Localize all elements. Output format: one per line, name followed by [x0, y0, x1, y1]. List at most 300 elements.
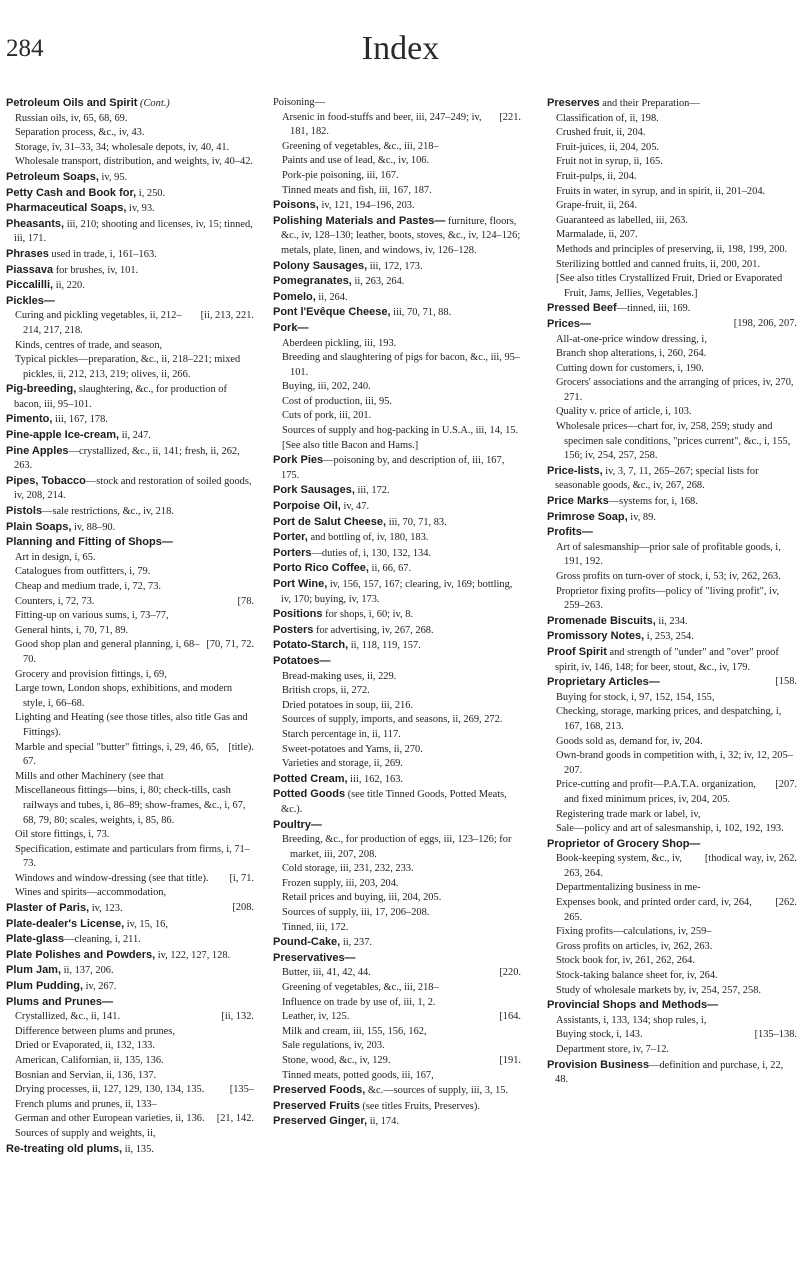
index-subentry: [547, 1028, 797, 1043]
entry-text: Poisoning—: [273, 97, 325, 108]
entry-text: British crops, ii, 272.: [282, 685, 370, 697]
index-subentry: [273, 351, 521, 380]
index-subentry: [547, 126, 797, 141]
index-entry: [273, 290, 521, 306]
entry-headword: Piassava: [6, 263, 54, 276]
index-entry: [273, 96, 521, 111]
entry-text: i, 253, 254.: [644, 631, 694, 643]
index-subentry: [273, 757, 521, 772]
entry-text: iii, 172.: [354, 485, 390, 497]
index-subentry: [547, 808, 797, 823]
entry-headword: Price-lists,: [547, 464, 603, 477]
index-subentry: [273, 424, 521, 439]
index-subentry: [6, 624, 254, 639]
index-entry: [6, 382, 254, 412]
index-subentry: [6, 1054, 254, 1069]
entry-continued-note: (Cont.): [140, 98, 170, 109]
index-subentry: [6, 551, 254, 566]
entry-text: —tinned, iii, 169.: [616, 303, 691, 315]
index-subentry: [547, 420, 797, 464]
entry-text: Miscellaneous fittings—bins, i, 80; check-tills, cash railways and tubes, i, 86–89; show-frames, &c., i, 67, 68, 79, 80; scales, weights, i, 85, 86.: [15, 785, 246, 826]
entry-text: Quality v. price of article, i, 103.: [556, 406, 692, 418]
entry-text: Methods and principles of preserving, ii, 198, 199, 200.: [556, 243, 788, 255]
entry-headword: Profits—: [547, 526, 593, 539]
entry-continuation: [ii, 132.: [221, 1011, 254, 1023]
index-subentry: [273, 1025, 521, 1040]
entry-text: Department store, iv, 7–12.: [556, 1044, 670, 1055]
index-subentry: [273, 169, 521, 184]
entry-text: Sterilizing bottled and canned fruits, ii, 200, 201.: [556, 258, 761, 270]
entry-headword: Polishing Materials and Pastes—: [273, 214, 446, 227]
index-entry: [547, 837, 797, 853]
entry-text: Gross profits on articles, iv, 262, 263.: [556, 940, 713, 952]
index-subentry: [6, 1112, 254, 1127]
entry-headword: Proprietary Articles—: [547, 676, 660, 689]
index-subentry: [273, 154, 521, 169]
index-subentry: [273, 743, 521, 758]
index-subentry: [273, 891, 521, 906]
index-subentry: [547, 362, 797, 377]
entry-text: slaughtering, &c., for production of bacon, iii, 95–101.: [14, 384, 227, 410]
entry-text: Branch shop alterations, i, 260, 264.: [556, 348, 707, 360]
index-subentry: [6, 595, 254, 610]
index-entry: [547, 1058, 797, 1088]
entry-text: Price-cutting and profit—P.A.T.A. organization, and fixed minimum prices, iv, 204, 205.: [556, 779, 756, 805]
index-subentry: [547, 852, 797, 881]
entry-text: &c.—sources of supply, iii, 3, 15.: [365, 1085, 509, 1097]
index-entry: [273, 577, 521, 607]
index-subentry: [6, 886, 254, 901]
index-subentry: [547, 925, 797, 940]
index-subentry: [547, 969, 797, 984]
index-subentry: [547, 954, 797, 969]
entry-text: Bosnian and Servian, ii, 136, 137.: [15, 1069, 157, 1081]
index-subentry: [6, 682, 254, 711]
index-subentry: [273, 670, 521, 685]
index-entry: [6, 535, 254, 551]
entry-headword: Proof Spirit: [547, 645, 607, 658]
index-subentry: [273, 1039, 521, 1054]
index-subentry: [547, 185, 797, 200]
page-number: 284: [6, 35, 44, 62]
entry-text: Art of salesmanship—prior sale of profitable goods, i, 191, 192.: [556, 541, 781, 568]
entry-text: Cutting down for customers, i, 190.: [556, 362, 704, 374]
entry-text: ii, 263, 264.: [351, 276, 405, 288]
entry-continuation: [262.: [775, 897, 797, 909]
entry-headword: Polony Sausages,: [273, 259, 368, 272]
entry-text: Starch percentage in, ii, 117.: [282, 728, 401, 740]
entry-text: Goods sold as, demand for, iv, 204.: [556, 735, 703, 747]
index-subentry: [273, 1069, 521, 1084]
entry-headword: Plaster of Paris,: [6, 902, 90, 915]
index-subentry: [273, 684, 521, 699]
entry-headword: Pig-breeding,: [6, 383, 77, 396]
index-entry: [6, 474, 254, 504]
entry-continuation: [164.: [499, 1011, 521, 1023]
entry-text: Counters, i, 72, 73.: [15, 595, 95, 607]
entry-text: iv, 47.: [340, 501, 370, 513]
index-subentry: [547, 347, 797, 362]
entry-headword: Porters: [273, 546, 312, 559]
index-entry: [6, 520, 254, 536]
index-entry: [273, 214, 521, 259]
index-subentry: [273, 1054, 521, 1069]
entry-continuation: [21, 142.: [216, 1113, 254, 1125]
index-subentry: [6, 1010, 254, 1025]
entry-text: —duties of, i, 130, 132, 134.: [311, 547, 432, 559]
index-subentry: [6, 565, 254, 580]
index-entry: [273, 638, 521, 654]
index-subentry: [273, 877, 521, 892]
index-subentry: [547, 214, 797, 229]
entry-headword: Preserved Foods,: [273, 1084, 366, 1097]
entry-text: iv, 88–90.: [71, 521, 116, 533]
entry-text: Drying processes, ii, 127, 129, 130, 134, 135.: [15, 1084, 205, 1096]
entry-headword: Preserves: [547, 97, 600, 109]
index-subentry: [547, 896, 797, 925]
entry-text: —systems for, i, 168.: [608, 496, 698, 508]
index-column-right: [547, 96, 797, 1088]
entry-text: —definition and purchase, i, 22, 48.: [555, 1059, 784, 1086]
index-subentry: [547, 333, 797, 348]
index-entry: [547, 96, 797, 112]
entry-text: Fruits in water, in syrup, and in spirit, ii, 201–204.: [556, 185, 766, 197]
index-entry: [6, 1142, 254, 1158]
entry-headword: Posters: [273, 623, 314, 636]
index-subentry: [547, 112, 797, 127]
index-subentry: [547, 735, 797, 750]
entry-text: ii, 137, 206.: [61, 965, 114, 977]
entry-headword: Potted Goods: [273, 788, 346, 801]
index-entry: [273, 305, 521, 321]
index-subentry: [547, 585, 797, 614]
index-entry: [6, 201, 254, 217]
entry-text: Kinds, centres of trade, and season,: [15, 339, 163, 351]
index-subentry: [273, 981, 521, 996]
index-subentry: [6, 609, 254, 624]
entry-text: Departmentalizing business in me-: [556, 882, 701, 894]
entry-headword: Pork—: [273, 321, 309, 334]
entry-headword: Potatoes—: [273, 654, 331, 667]
entry-headword: Re-treating old plums,: [6, 1142, 123, 1155]
entry-text: Wholesale prices—chart for, iv, 258, 259; study and specimen sale conditions, "prices current", &c., i, 155, 156; iv, 254, 257, 258.: [556, 421, 791, 462]
entry-text: Cold storage, iii, 231, 232, 233.: [282, 863, 414, 875]
entry-headword: Primrose Soap,: [547, 510, 628, 523]
index-entry: [6, 96, 254, 112]
index-entry: [273, 1099, 521, 1115]
index-subentry: [6, 1127, 254, 1142]
entry-continuation: [i, 71.: [229, 872, 254, 884]
index-subentry: [547, 141, 797, 156]
entry-text: Difference between plums and prunes,: [15, 1025, 175, 1037]
entry-text: Cuts of pork, iii, 201.: [282, 410, 372, 422]
index-subentry: [273, 111, 521, 140]
entry-headword: Plate-glass: [6, 933, 65, 946]
entry-text: for advertising, iv, 267, 268.: [313, 624, 434, 636]
entry-text: Greening of vegetables, &c., iii, 218–: [282, 982, 439, 994]
entry-text: iv, 15, 16,: [124, 918, 168, 930]
index-entry: [6, 428, 254, 444]
index-subentry: [273, 337, 521, 352]
index-subentry: [6, 843, 254, 872]
index-subentry: [547, 228, 797, 243]
entry-text: Stock book for, iv, 261, 262, 264.: [556, 955, 695, 967]
entry-text: Storage, iv, 31–33, 34; wholesale depots, iv, 40, 41.: [15, 141, 230, 153]
entry-headword: Preserved Fruits: [273, 1099, 360, 1112]
index-subentry: [547, 155, 797, 170]
index-entry: [6, 444, 254, 474]
entry-text: Sale—policy and art of salesmanship, i, 102, 192, 193.: [556, 823, 784, 835]
index-entry: [6, 948, 254, 964]
entry-text: iii, 70, 71, 83.: [386, 516, 447, 528]
entry-text: Good shop plan and general planning, i, 68–70.: [15, 639, 200, 665]
entry-headword: Pipes, Tobacco: [6, 474, 86, 487]
entry-headword: Pine Apples: [6, 444, 69, 457]
index-entry: [6, 917, 254, 933]
entry-headword: Preserved Ginger,: [273, 1115, 368, 1128]
index-subentry: [547, 1014, 797, 1029]
index-entry: [273, 483, 521, 499]
entry-text: Fixing profits—calculations, iv, 259–: [556, 926, 712, 938]
entry-text: ii, 264.: [315, 291, 348, 303]
entry-headword: Plate-dealer's License,: [6, 917, 125, 930]
index-column-left: [6, 96, 254, 1157]
entry-text: ii, 135.: [122, 1143, 154, 1155]
index-entry: [273, 499, 521, 515]
entry-headword: Plain Soaps,: [6, 520, 72, 533]
entry-text: iv, 156, 157, 167; clearing, iv, 169; bottling, iv, 170; buying, iv, 173.: [281, 579, 513, 605]
index-subentry: [547, 881, 797, 896]
index-subentry: [273, 140, 521, 155]
entry-text: Tinned meats, potted goods, iii, 167,: [282, 1069, 434, 1081]
index-subentry: [273, 996, 521, 1011]
index-subentry: [547, 778, 797, 807]
entry-continuation: [135–138.: [754, 1029, 797, 1041]
index-subentry: [547, 940, 797, 955]
index-subentry: [547, 705, 797, 734]
entry-text: Expenses book, and printed order card, iv, 264, 265.: [556, 897, 752, 923]
entry-text: Buying for stock, i, 97, 152, 154, 155,: [556, 691, 715, 703]
entry-headword: Pound-Cake,: [273, 936, 341, 949]
index-entry: [273, 623, 521, 639]
index-subentry: [547, 749, 797, 778]
entry-text: Sources of supply and hog-packing in U.S.A., iii, 14, 15.: [282, 425, 519, 437]
entry-text: Wholesale transport, distribution, and weights, iv, 40–42.: [15, 156, 253, 168]
index-subentry: [273, 380, 521, 395]
index-entry: [273, 515, 521, 531]
entry-text: General hints, i, 70, 71, 89.: [15, 624, 129, 636]
entry-headword: Potted Cream,: [273, 772, 348, 785]
index-subentry: [6, 1083, 254, 1098]
index-subentry: [547, 570, 797, 585]
index-entry: [547, 525, 797, 541]
index-entry: [273, 546, 521, 562]
entry-headword: Phrases: [6, 247, 49, 260]
index-entry: [273, 259, 521, 275]
entry-text: Aberdeen pickling, iii, 193.: [282, 337, 397, 349]
entry-continuation: [78.: [237, 595, 254, 607]
entry-text: ii, 174.: [367, 1116, 399, 1128]
entry-text: iv, 95.: [98, 171, 128, 183]
page-title: Index: [361, 30, 440, 67]
entry-text: Typical pickles—preparation, &c., ii, 218–221; mixed pickles, ii, 212, 213, 219; olives, ii, 266.: [15, 354, 241, 380]
index-entry: [6, 995, 254, 1011]
entry-text: iii, 162, 163.: [347, 773, 403, 785]
index-subentry: [547, 170, 797, 185]
index-entry: [6, 932, 254, 948]
entry-continuation: [207.: [775, 779, 797, 791]
entry-text: Oil store fittings, i, 73.: [15, 829, 110, 841]
entry-text: Varieties and storage, ii, 269.: [282, 758, 403, 770]
entry-text: Catalogues from outfitters, i, 79.: [15, 566, 151, 578]
entry-continuation: [70, 71, 72.: [206, 639, 254, 651]
index-subentry: [6, 112, 254, 127]
index-entry: [273, 561, 521, 577]
entry-continuation: [title).: [228, 741, 254, 753]
entry-text: Tinned meats and fish, iii, 167, 187.: [282, 184, 432, 196]
entry-headword: Promenade Biscuits,: [547, 614, 656, 627]
entry-text: Frozen supply, iii, 203, 204.: [282, 877, 399, 889]
index-entry: [6, 412, 254, 428]
entry-text: iv, 3, 7, 11, 265–267; special lists for seasonable goods, &c., iv, 267, 268.: [555, 465, 759, 492]
index-entry: [273, 607, 521, 623]
entry-text: Fruit-pulps, ii, 204.: [556, 170, 637, 182]
index-entry: [547, 494, 797, 510]
entry-headword: Prices—: [547, 317, 592, 330]
entry-text: Windows and window-dressing (see that title).: [15, 872, 209, 884]
entry-text: iv, 93.: [126, 203, 155, 215]
entry-text: German and other European varieties, ii, 136.: [15, 1113, 205, 1125]
entry-text: Pork-pie poisoning, iii, 167.: [282, 169, 399, 181]
entry-text: for brushes, iv, 101.: [53, 264, 139, 276]
index-subentry: [6, 1039, 254, 1054]
index-entry: [547, 464, 797, 494]
index-subentry: [273, 728, 521, 743]
entry-headword: Petroleum Soaps,: [6, 170, 99, 183]
entry-text: Book-keeping system, &c., iv, 263, 264.: [556, 853, 683, 879]
index-entry: [6, 901, 254, 917]
entry-text: Paints and use of lead, &c., iv, 106.: [282, 155, 430, 167]
index-entry: [273, 321, 521, 337]
index-subentry: [273, 966, 521, 981]
entry-text: Buying, iii, 202, 240.: [282, 381, 371, 393]
entry-text: —sale restrictions, &c., iv, 218.: [42, 506, 174, 518]
index-entry: [6, 504, 254, 520]
index-subentry: [273, 921, 521, 936]
entry-text: Mills and other Machinery (see that: [15, 770, 164, 782]
entry-continuation: [221.: [499, 111, 521, 123]
entry-headword: Proprietor of Grocery Shop—: [547, 837, 701, 850]
index-subentry: [6, 1069, 254, 1084]
entry-continuation: [208.: [232, 902, 254, 914]
entry-text: iii, 167, 178.: [52, 414, 108, 426]
entry-headword: Pressed Beef: [547, 302, 617, 315]
index-subentry: [273, 833, 521, 862]
entry-text: iii, 172, 173.: [367, 260, 423, 272]
entry-headword: Provincial Shops and Methods—: [547, 999, 719, 1012]
entry-headword: Poultry—: [273, 818, 322, 831]
index-entry: [273, 453, 521, 483]
entry-text: Influence on trade by use of, iii, 1, 2.: [282, 996, 436, 1008]
entry-text: Dried or Evaporated, ii, 132, 133.: [15, 1040, 155, 1052]
entry-text: iii, 210; shooting and licenses, iv, 15; tinned, iii, 171.: [14, 218, 253, 245]
index-entry: [547, 629, 797, 645]
entry-continuation: [198, 206, 207.: [733, 317, 797, 329]
index-entry: [6, 217, 254, 247]
entry-headword: Pomelo,: [273, 290, 316, 303]
index-subentry: [547, 541, 797, 570]
entry-headword: Provision Business: [547, 1058, 650, 1071]
index-entry: [547, 614, 797, 630]
index-subentry: [6, 1098, 254, 1113]
entry-text: French plums and prunes, ii, 133–: [15, 1098, 157, 1110]
index-entry: [6, 170, 254, 186]
entry-headword: Pickles—: [6, 294, 55, 307]
entry-continuation: [191.: [499, 1055, 521, 1066]
entry-headword: Port de Salut Cheese,: [273, 515, 387, 528]
index-entry: [273, 951, 521, 967]
entry-headword: Port Wine,: [273, 578, 328, 590]
entry-text: i, 250.: [136, 187, 166, 199]
entry-headword: Price Marks: [547, 495, 609, 508]
index-subentry: [6, 353, 254, 382]
entry-text: iv, 267.: [83, 981, 117, 993]
index-subentry: [547, 405, 797, 420]
entry-text: iv, 123.: [89, 903, 123, 915]
index-subentry: [6, 638, 254, 667]
entry-text: Wines and spirits—accommodation,: [15, 887, 167, 899]
index-subentry: [547, 691, 797, 706]
index-subentry: [6, 872, 254, 887]
index-entry: [273, 274, 521, 290]
entry-text: Marmalade, ii, 207.: [556, 229, 638, 241]
entry-headword: Plum Jam,: [6, 964, 62, 977]
entry-text: Fruit not in syrup, ii, 165.: [556, 156, 663, 168]
entry-text: Dried potatoes in soup, iii, 216.: [282, 699, 414, 711]
entry-text: Marble and special "butter" fittings, i, 29, 46, 65, 67.: [15, 741, 219, 768]
entry-text: and strength of "under" and "over" proof spirit, iv, 146, 148; for beer, stout, &c., iv, 179.: [555, 646, 779, 673]
entry-continuation: [ii, 213, 221.: [200, 310, 254, 322]
entry-headword: Petroleum Oils and Spirit: [6, 97, 138, 109]
index-subentry: [547, 272, 797, 301]
entry-headword: Pomegranates,: [273, 275, 352, 288]
index-subentry: [6, 155, 254, 170]
index-column-middle: [273, 96, 521, 1130]
entry-text: Sale regulations, iv, 203.: [282, 1040, 385, 1052]
entry-text: Sources of supply, iii, 17, 206–208.: [282, 907, 430, 919]
index-subentry: [273, 699, 521, 714]
entry-text: Retail prices and buying, iii, 204, 205.: [282, 892, 442, 904]
entry-text: Large town, London shops, exhibitions, and modern style, i, 66–68.: [15, 683, 233, 709]
entry-headword: Petty Cash and Book for,: [6, 186, 137, 199]
entry-text: Lighting and Heating (see those titles, also title Gas and Fittings).: [15, 712, 248, 738]
index-entry: [547, 645, 797, 675]
index-entry: [273, 530, 521, 546]
entry-text: Registering trade mark or label, iv,: [556, 808, 701, 820]
entry-text: American, Californian, ii, 135, 136.: [15, 1055, 164, 1066]
entry-text: iv, 121, 194–196, 203.: [318, 200, 415, 212]
entry-text: Sources of supply, imports, and seasons, ii, 269, 272.: [282, 714, 503, 726]
index-entry: [6, 247, 254, 263]
entry-text: Crushed fruit, ii, 204.: [556, 127, 646, 139]
entry-text: ii, 118, 119, 157.: [348, 640, 421, 652]
entry-headword: Pheasants,: [6, 217, 65, 230]
entry-text: Guaranteed as labelled, iii, 263.: [556, 214, 688, 226]
entry-headword: Porter,: [273, 531, 308, 544]
entry-continuation: [220.: [499, 967, 521, 979]
index-subentry: [547, 984, 797, 999]
index-entry: [273, 935, 521, 951]
